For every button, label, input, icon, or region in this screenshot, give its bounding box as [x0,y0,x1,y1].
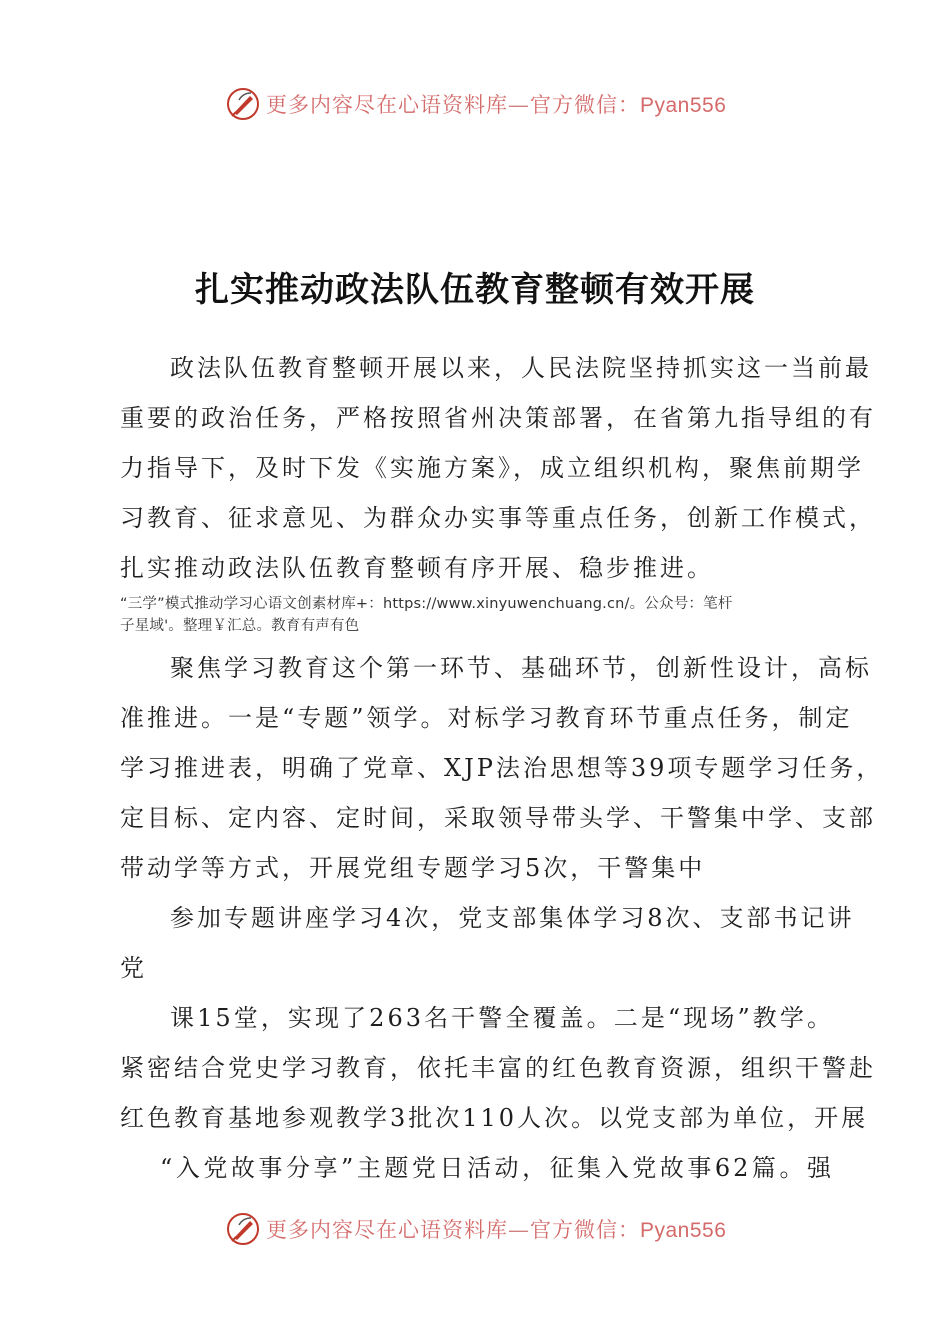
banner-wechat-id: Pyan556 [640,1219,727,1242]
footer-banner-text [266,1214,726,1244]
header-banner-text [266,89,726,119]
paragraph-2-line-1: 聚焦学习教育这个第一环节、基础环节，创新性设计，高标 [170,654,872,682]
paragraph-3-line-2: 党 [120,954,147,982]
quill-logo-icon [226,1212,260,1246]
paragraph-1-line-4: 习教育、征求意见、为群众办实事等重点任务，创新工作模式， [120,504,876,532]
paragraph-2-line-5: 带动学等方式，开展党组专题学习5次，干警集中 [120,854,706,882]
banner-separator: — [508,93,530,117]
inserted-note-line-1: “三学”模式推动学习心语文创素材库+：https://www.xinyuwenchuang.cn/。公众号：笔杆 [120,596,733,612]
paragraph-3-line-1: 参加专题讲座学习4次，党支部集体学习8次、支部书记讲 [170,904,855,932]
paragraph-4-line-1: 课15堂，实现了263名干警全覆盖。二是“现场”教学。 [170,1004,834,1032]
paragraph-4-line-2: 紧密结合党史学习教育，依托丰富的红色教育资源，组织干警赴 [120,1054,876,1082]
banner-site-text: 更多内容尽在心语资料库 [266,93,508,117]
paragraph-1-line-2: 重要的政治任务，严格按照省州决策部署，在省第九指导组的有 [120,404,876,432]
paragraph-2-line-2: 准推进。一是“专题”领学。对标学习教育环节重点任务，制定 [120,704,853,732]
footer-banner [226,1209,726,1249]
header-banner [226,84,726,124]
paragraph-4-line-4: “入党故事分享”主题党日活动，征集入党故事62篇。强 [160,1154,834,1182]
paragraph-2-line-3: 学习推进表，明确了党章、XJP法治思想等39项专题学习任务， [120,754,884,782]
paragraph-1-line-5: 扎实推动政法队伍教育整顿有序开展、稳步推进。 [120,554,714,582]
paragraph-4-line-3: 红色教育基地参观教学3批次110人次。以党支部为单位，开展 [120,1104,869,1132]
inserted-note-line-2: 子星域'。整理￥汇总。教育有声有色 [120,618,360,634]
banner-wechat-label: 官方微信： [530,1218,640,1242]
quill-logo-icon [226,87,260,121]
paragraph-1-line-1: 政法队伍教育整顿开展以来，人民法院坚持抓实这一当前最 [170,354,872,382]
banner-separator: — [508,1218,530,1242]
paragraph-2-line-4: 定目标、定内容、定时间，采取领导带头学、干警集中学、支部 [120,804,876,832]
paragraph-1-line-3: 力指导下，及时下发《实施方案》，成立组织机构，聚焦前期学 [120,454,864,482]
banner-wechat-label: 官方微信： [530,93,640,117]
banner-wechat-id: Pyan556 [640,94,727,117]
banner-site-text: 更多内容尽在心语资料库 [266,1218,508,1242]
document-title: 扎实推动政法队伍教育整顿有效开展 [195,270,755,310]
